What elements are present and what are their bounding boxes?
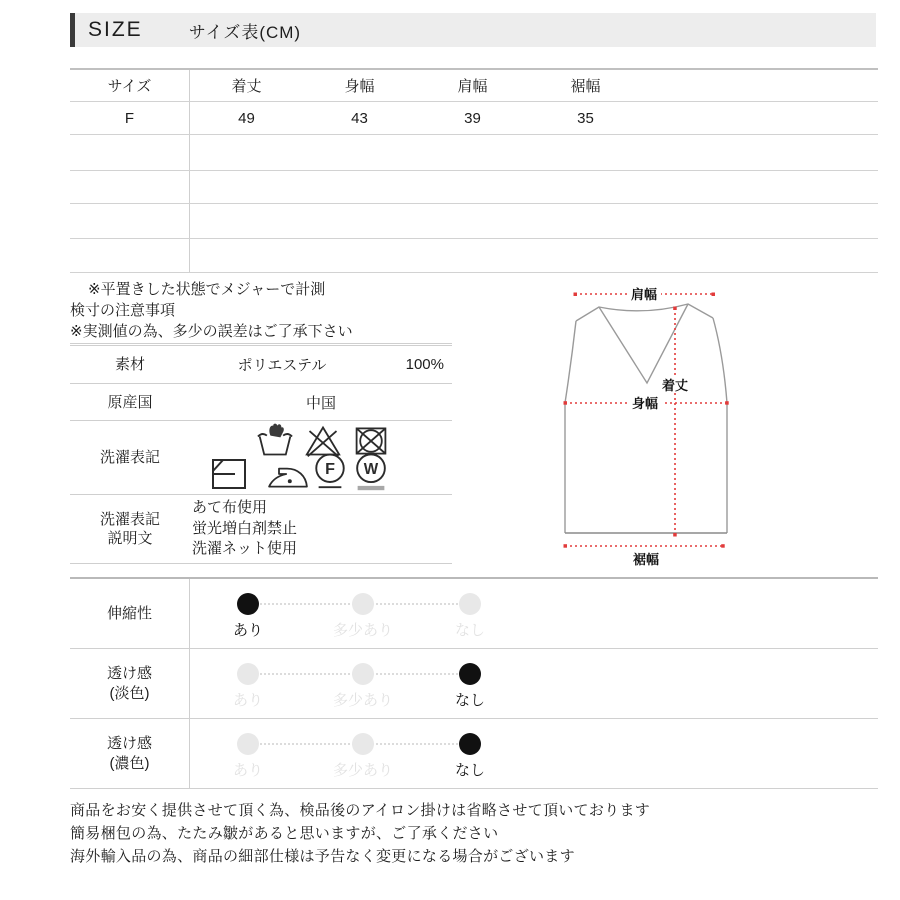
measurement-endpoints bbox=[564, 293, 729, 548]
care-label: 洗濯表記 bbox=[99, 449, 160, 466]
scale-option: なし bbox=[425, 593, 515, 640]
vest-diagram bbox=[545, 275, 825, 575]
origin-row bbox=[70, 384, 452, 421]
sheerness-light-row bbox=[70, 649, 878, 719]
cell-width: 43 bbox=[351, 109, 368, 127]
col-header-width: 身幅 bbox=[344, 78, 375, 95]
scale-dot bbox=[352, 663, 374, 685]
measurement-note-line: ※平置きした状態でメジャーで計測 bbox=[88, 281, 326, 298]
material-percent: 100% bbox=[405, 356, 444, 373]
size-header-title: サイズ表(CM) bbox=[188, 22, 302, 42]
scale-option: あり bbox=[203, 593, 293, 640]
hand-wash-icon bbox=[254, 423, 296, 459]
scale-option: なし bbox=[425, 663, 515, 710]
care-description-row bbox=[70, 495, 452, 564]
material-label: 素材 bbox=[114, 356, 145, 373]
svg-text:W: W bbox=[363, 460, 379, 478]
wet-clean-w-icon bbox=[352, 452, 390, 494]
sheerness-dark-label: 透け感 (濃色) bbox=[70, 719, 190, 788]
scale-option: あり bbox=[203, 663, 293, 710]
col-header-size: サイズ bbox=[70, 70, 190, 101]
flat-dry-shade-icon bbox=[207, 454, 251, 494]
scale-dot bbox=[237, 663, 259, 685]
body-width-label: 身幅 bbox=[631, 396, 659, 411]
care-symbols bbox=[190, 421, 452, 494]
size-table-empty-row bbox=[70, 204, 878, 239]
vest-outline bbox=[565, 304, 727, 533]
scale-option: 多少あり bbox=[318, 663, 408, 710]
size-table-row-F bbox=[70, 102, 878, 135]
scale-dot bbox=[352, 733, 374, 755]
scale-dot bbox=[459, 663, 481, 685]
care-desc-line: 蛍光増白剤禁止 bbox=[192, 519, 298, 537]
size-table-header-row bbox=[70, 70, 878, 102]
cell-size: F bbox=[70, 102, 190, 134]
length-label: 着丈 bbox=[661, 378, 689, 393]
sheerness-light-label: 透け感 (淡色) bbox=[70, 649, 190, 718]
col-header-length: 着丈 bbox=[231, 78, 262, 95]
shoulder-width-label: 肩幅 bbox=[630, 287, 658, 302]
cell-hem: 35 bbox=[577, 109, 594, 127]
footer-note-line: 海外輸入品の為、商品の細部仕様は予告なく変更になる場合がございます bbox=[70, 848, 575, 865]
attribute-scales bbox=[70, 579, 878, 789]
iron-low-icon bbox=[264, 456, 312, 492]
scale-option: あり bbox=[203, 733, 293, 780]
size-table-empty-row bbox=[70, 171, 878, 204]
measurement-lines bbox=[565, 294, 727, 546]
diagram-labels bbox=[628, 286, 692, 567]
footer-notes bbox=[70, 799, 650, 868]
dry-clean-f-icon bbox=[312, 452, 348, 494]
care-description-label: 洗濯表記 説明文 bbox=[99, 511, 160, 547]
hem-width-label: 裾幅 bbox=[632, 552, 660, 567]
sheerness-dark-row bbox=[70, 719, 878, 789]
scale-dot bbox=[237, 593, 259, 615]
care-desc-line: 洗濯ネット使用 bbox=[192, 540, 298, 558]
svg-text:F: F bbox=[325, 459, 335, 478]
size-table-empty-row bbox=[70, 135, 878, 171]
scale-dot bbox=[459, 733, 481, 755]
origin-label: 原産国 bbox=[107, 393, 153, 411]
cell-length: 49 bbox=[238, 109, 255, 127]
stretch-row bbox=[70, 579, 878, 649]
scale-dot bbox=[352, 593, 374, 615]
measurement-notes-label: 検寸の注意事項 bbox=[70, 302, 176, 319]
material-value: ポリエステル bbox=[237, 357, 327, 374]
footer-note-line: 商品をお安く提供させて頂く為、検品後のアイロン掛けは省略させて頂いております bbox=[70, 802, 651, 819]
material-row bbox=[70, 346, 452, 384]
size-table-empty-row bbox=[70, 239, 878, 273]
origin-value: 中国 bbox=[305, 394, 336, 412]
scale-option: なし bbox=[425, 733, 515, 780]
stretch-label: 伸縮性 bbox=[70, 579, 190, 648]
measurement-note-line: ※実測値の為、多少の誤差はご了承下さい bbox=[70, 323, 353, 340]
care-symbols-row bbox=[70, 421, 452, 495]
col-header-hem: 裾幅 bbox=[570, 78, 601, 95]
scale-dot bbox=[459, 593, 481, 615]
size-table bbox=[70, 68, 878, 273]
care-desc-line: あて布使用 bbox=[192, 499, 268, 517]
care-description-lines bbox=[190, 498, 452, 560]
footer-note-line: 簡易梱包の為、たたみ皺があると思いますが、ご了承ください bbox=[70, 825, 499, 842]
cell-shoulder: 39 bbox=[464, 109, 481, 127]
scale-option: 多少あり bbox=[318, 733, 408, 780]
col-header-shoulder: 肩幅 bbox=[457, 78, 488, 95]
size-section-header bbox=[70, 13, 876, 47]
scale-dot bbox=[237, 733, 259, 755]
scale-option: 多少あり bbox=[318, 593, 408, 640]
size-header-en: SIZE bbox=[88, 18, 143, 41]
product-info-table bbox=[70, 345, 452, 564]
measurement-notes bbox=[70, 279, 452, 344]
